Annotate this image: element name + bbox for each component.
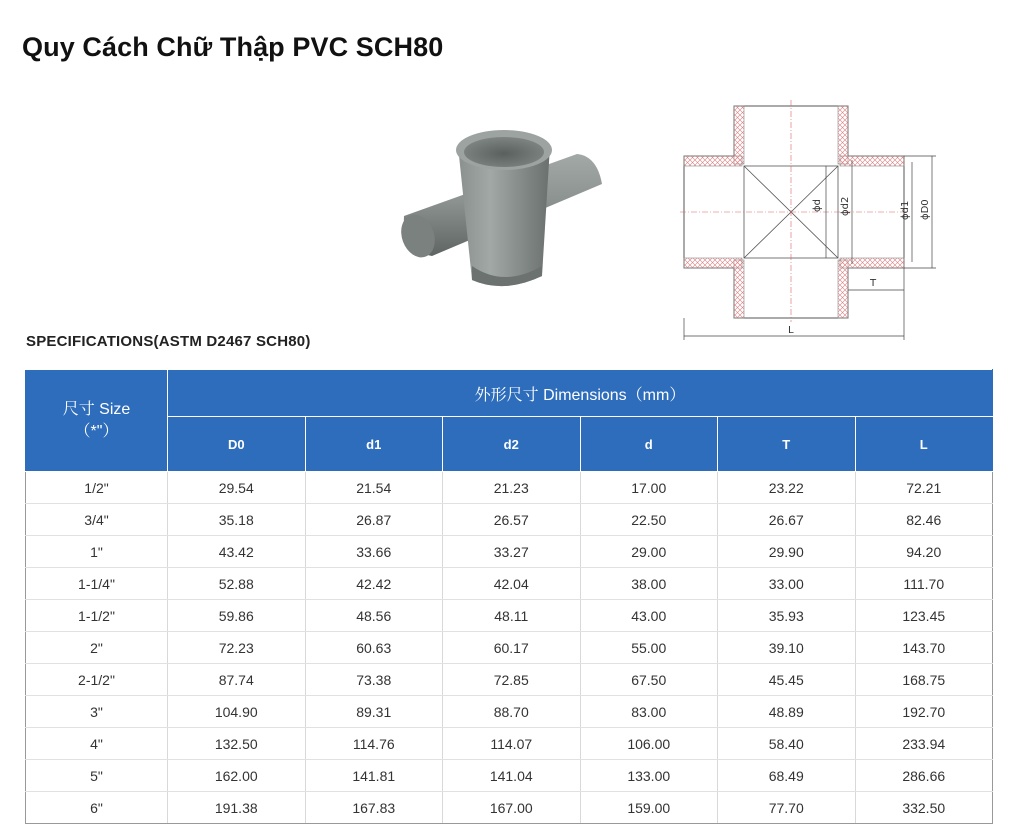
cell-d1: 167.83 <box>305 792 443 824</box>
cell-d1: 60.63 <box>305 632 443 664</box>
cell-D0: 191.38 <box>168 792 306 824</box>
cell-d2: 42.04 <box>443 568 581 600</box>
cell-d: 22.50 <box>580 504 718 536</box>
cell-T: 68.49 <box>718 760 856 792</box>
cell-T: 29.90 <box>718 536 856 568</box>
cell-d1: 73.38 <box>305 664 443 696</box>
cell-D0: 52.88 <box>168 568 306 600</box>
cell-L: 332.50 <box>855 792 993 824</box>
cell-d: 133.00 <box>580 760 718 792</box>
label-d: ϕd <box>812 199 823 212</box>
cell-T: 58.40 <box>718 728 856 760</box>
cell-L: 143.70 <box>855 632 993 664</box>
cell-d2: 60.17 <box>443 632 581 664</box>
cell-d: 17.00 <box>580 472 718 504</box>
column-header-d2: d2 <box>443 417 581 472</box>
size-header <box>26 370 168 472</box>
cell-size: 1-1/4" <box>26 568 168 600</box>
cell-L: 72.21 <box>855 472 993 504</box>
cell-size: 4" <box>26 728 168 760</box>
cell-L: 168.75 <box>855 664 993 696</box>
cell-d: 55.00 <box>580 632 718 664</box>
cross-technical-drawing <box>680 100 940 345</box>
label-d1: ϕd1 <box>900 200 911 220</box>
cell-d: 67.50 <box>580 664 718 696</box>
table-row <box>26 664 993 696</box>
cell-T: 23.22 <box>718 472 856 504</box>
cell-size: 3" <box>26 696 168 728</box>
column-header-D0: D0 <box>168 417 306 472</box>
table-row <box>26 696 993 728</box>
column-header-d1: d1 <box>305 417 443 472</box>
cell-T: 48.89 <box>718 696 856 728</box>
cell-size: 1-1/2" <box>26 600 168 632</box>
cell-d1: 26.87 <box>305 504 443 536</box>
cell-size: 2-1/2" <box>26 664 168 696</box>
cell-D0: 72.23 <box>168 632 306 664</box>
cell-L: 233.94 <box>855 728 993 760</box>
cell-d2: 167.00 <box>443 792 581 824</box>
cell-T: 35.93 <box>718 600 856 632</box>
cell-d: 159.00 <box>580 792 718 824</box>
page-title: Quy Cách Chữ Thập PVC SCH80 <box>22 32 444 62</box>
cell-L: 192.70 <box>855 696 993 728</box>
cell-d1: 114.76 <box>305 728 443 760</box>
cell-T: 77.70 <box>718 792 856 824</box>
cell-d2: 114.07 <box>443 728 581 760</box>
cell-size: 1" <box>26 536 168 568</box>
cell-size: 3/4" <box>26 504 168 536</box>
cell-size: 6" <box>26 792 168 824</box>
table-row <box>26 536 993 568</box>
cell-T: 26.67 <box>718 504 856 536</box>
specifications-table <box>25 369 993 824</box>
cell-D0: 104.90 <box>168 696 306 728</box>
cell-L: 286.66 <box>855 760 993 792</box>
cell-D0: 43.42 <box>168 536 306 568</box>
table-row <box>26 728 993 760</box>
table-row <box>26 472 993 504</box>
cell-d1: 48.56 <box>305 600 443 632</box>
column-header-d: d <box>580 417 718 472</box>
cell-d1: 89.31 <box>305 696 443 728</box>
table-row <box>26 792 993 824</box>
cell-d2: 48.11 <box>443 600 581 632</box>
cell-D0: 87.74 <box>168 664 306 696</box>
pvc-cross-photo <box>392 116 622 296</box>
cell-d2: 21.23 <box>443 472 581 504</box>
cell-d2: 141.04 <box>443 760 581 792</box>
cell-D0: 35.18 <box>168 504 306 536</box>
cell-d1: 21.54 <box>305 472 443 504</box>
cell-D0: 29.54 <box>168 472 306 504</box>
cell-d2: 72.85 <box>443 664 581 696</box>
cell-T: 39.10 <box>718 632 856 664</box>
cell-D0: 162.00 <box>168 760 306 792</box>
cell-d2: 26.57 <box>443 504 581 536</box>
cell-d1: 141.81 <box>305 760 443 792</box>
label-D0: ϕD0 <box>920 199 931 220</box>
cell-d2: 88.70 <box>443 696 581 728</box>
cell-d: 106.00 <box>580 728 718 760</box>
table-row <box>26 760 993 792</box>
cell-d1: 42.42 <box>305 568 443 600</box>
cell-T: 33.00 <box>718 568 856 600</box>
cell-L: 111.70 <box>855 568 993 600</box>
column-header-T: T <box>718 417 856 472</box>
cell-L: 123.45 <box>855 600 993 632</box>
dimensions-header: 外形尺寸 Dimensions（mm） <box>168 370 993 417</box>
size-header-label: 尺寸 Size <box>62 400 131 418</box>
cell-D0: 132.50 <box>168 728 306 760</box>
cell-size: 5" <box>26 760 168 792</box>
cell-d: 83.00 <box>580 696 718 728</box>
size-header-unit: （*"） <box>74 422 119 440</box>
table-row <box>26 568 993 600</box>
table-row <box>26 632 993 664</box>
label-L: L <box>788 325 794 336</box>
label-d2: ϕd2 <box>840 196 851 216</box>
table-row <box>26 504 993 536</box>
cell-d2: 33.27 <box>443 536 581 568</box>
cell-d1: 33.66 <box>305 536 443 568</box>
cell-T: 45.45 <box>718 664 856 696</box>
label-T: T <box>870 278 877 289</box>
cell-d: 29.00 <box>580 536 718 568</box>
cell-d: 38.00 <box>580 568 718 600</box>
table-row <box>26 600 993 632</box>
cell-L: 94.20 <box>855 536 993 568</box>
cell-size: 2" <box>26 632 168 664</box>
cell-D0: 59.86 <box>168 600 306 632</box>
cell-L: 82.46 <box>855 504 993 536</box>
column-header-L: L <box>855 417 993 472</box>
cell-size: 1/2" <box>26 472 168 504</box>
specifications-title: SPECIFICATIONS(ASTM D2467 SCH80) <box>26 333 311 350</box>
cell-d: 43.00 <box>580 600 718 632</box>
